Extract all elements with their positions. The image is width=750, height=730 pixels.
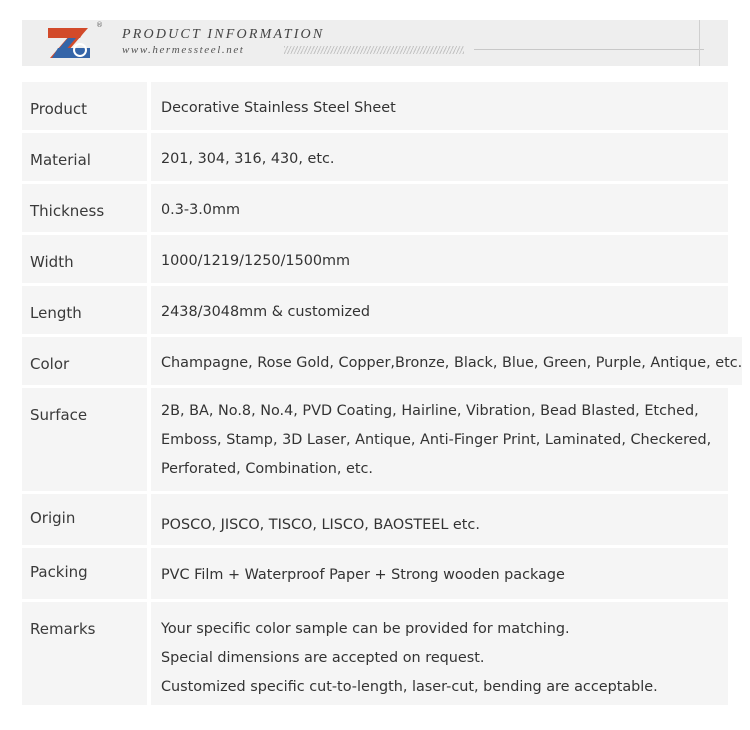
spec-row-surface [22, 388, 728, 491]
spec-value [151, 337, 742, 385]
spec-table [22, 82, 743, 708]
spec-label: Origin [22, 494, 147, 545]
spec-label: Thickness [22, 184, 147, 232]
spec-value [151, 184, 728, 232]
spec-value-line: PVC Film + Waterproof Paper + Strong wooden package [161, 567, 565, 583]
spec-value-line: 2B, BA, No.8, No.4, PVD Coating, Hairline, Vibration, Bead Blasted, Etched, [161, 403, 699, 419]
spec-value-line: Champagne, Rose Gold, Copper,Bronze, Black, Blue, Green, Purple, Antique, etc. [161, 355, 743, 371]
website-url[interactable]: www.hermessteel.net [122, 44, 245, 56]
spec-value [151, 82, 728, 130]
spec-value-line: 201, 304, 316, 430, etc. [161, 151, 335, 167]
spec-value [151, 602, 728, 705]
header-banner [22, 20, 728, 66]
spec-row-remarks [22, 602, 728, 705]
spec-value-line: POSCO, JISCO, TISCO, LISCO, BAOSTEEL etc. [161, 517, 480, 533]
header-rule [474, 49, 704, 50]
spec-value-line: Special dimensions are accepted on request. [161, 650, 485, 666]
spec-label: Surface [22, 388, 147, 491]
spec-value-line: Customized specific cut-to-length, laser-cut, bending are acceptable. [161, 679, 658, 695]
spec-value-line: Decorative Stainless Steel Sheet [161, 100, 396, 116]
spec-label: Packing [22, 548, 147, 599]
spec-label: Color [22, 337, 147, 385]
spec-value [151, 388, 728, 491]
spec-value-line: Emboss, Stamp, 3D Laser, Antique, Anti-Finger Print, Laminated, Checkered, [161, 432, 712, 448]
spec-label: Product [22, 82, 147, 130]
spec-value [151, 548, 728, 599]
spec-label: Material [22, 133, 147, 181]
header-divider [699, 20, 700, 66]
registered-mark: ® [96, 21, 103, 29]
hatch-decoration [284, 46, 464, 54]
spec-value-line: 1000/1219/1250/1500mm [161, 253, 351, 269]
spec-row-material [22, 133, 728, 181]
spec-value-line: Your specific color sample can be provided for matching. [161, 621, 570, 637]
spec-label: Width [22, 235, 147, 283]
spec-value [151, 286, 728, 334]
spec-row-thickness [22, 184, 728, 232]
page-title: PRODUCT INFORMATION [122, 27, 325, 42]
spec-row-packing [22, 548, 728, 599]
spec-row-color [22, 337, 743, 385]
spec-label: Length [22, 286, 147, 334]
spec-value [151, 133, 728, 181]
spec-value-line: Perforated, Combination, etc. [161, 461, 373, 477]
spec-row-origin [22, 494, 728, 545]
spec-row-product [22, 82, 728, 130]
spec-row-length [22, 286, 728, 334]
spec-value-line: 0.3-3.0mm [161, 202, 241, 218]
spec-value [151, 235, 728, 283]
spec-value-line: 2438/3048mm & customized [161, 304, 371, 320]
spec-value [151, 494, 728, 545]
spec-row-width [22, 235, 728, 283]
hermes-steel-logo-icon [46, 26, 92, 60]
spec-label: Remarks [22, 602, 147, 705]
